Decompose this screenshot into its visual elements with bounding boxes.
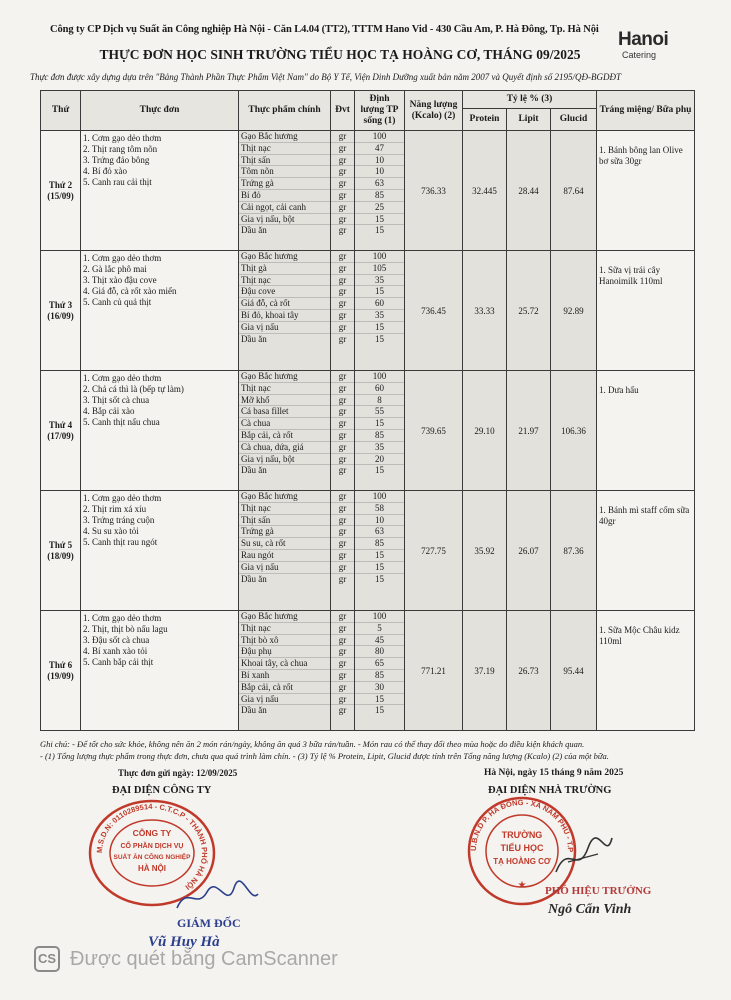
ingredient-name: Thịt gà [239,263,330,275]
ingredient-name: Bắp cải, cà rốt [239,430,330,442]
ingredient-unit: gr [331,286,354,298]
energy-value: 736.33 [405,131,463,251]
col-header-unit: Đvt [331,91,355,131]
company-seal-line-2: CỔ PHẦN DỊCH VỤ [120,843,184,850]
company-seal-ring-text: M.S.D.N: 0110289514 - C.T.C.P - THÀNH PHỐ HÀ NỘI [94,801,210,892]
vice-principal-signature-icon [548,832,618,880]
ingredient-qty: 63 [355,178,404,190]
dish-item: 5. Canh bắp cải thịt [83,657,154,668]
ingredient-qty: 10 [355,515,404,527]
ingredient-name: Đậu phụ [239,646,330,658]
day-row [41,251,695,371]
ingredient-unit: gr [331,143,354,155]
col-header-ingredient: Thực phẩm chính [239,91,331,131]
day-label: Thứ 3 [48,299,73,310]
ingredient-qty: 15 [375,705,384,716]
ingredient-unit: gr [331,202,354,214]
ingredient-name: Đậu cove [239,286,330,298]
ingredients-cell [239,131,331,251]
ingredients-cell [239,491,331,611]
unit-cell [331,611,355,731]
day-date: (16/09) [47,310,74,321]
ingredient-unit: gr [331,491,354,503]
col-header-glucid: Glucid [551,109,597,131]
school-representative: ĐẠI DIỆN NHÀ TRƯỜNG [488,785,612,796]
ingredient-qty: 105 [355,263,404,275]
ingredient-qty: 15 [375,225,384,236]
ingredient-qty: 35 [355,442,404,454]
energy-value: 736.45 [405,251,463,371]
unit-cell [331,131,355,251]
ingredient-name: Cà chua, dứa, giá [239,442,330,454]
ingredient-qty: 8 [355,395,404,407]
ingredient-name: Gạo Bắc hương [239,131,330,143]
ingredient-list [239,611,330,717]
lipit-value: 26.73 [507,611,551,731]
ingredient-name: Su su, cà rốt [239,538,330,550]
ingredient-unit: gr [338,465,347,476]
ingredient-qty: 15 [355,694,404,706]
ingredient-unit: gr [331,406,354,418]
ingredient-name: Thịt nạc [239,503,330,515]
ingredient-unit: gr [338,225,347,236]
ingredient-qty: 10 [355,155,404,167]
ingredient-unit: gr [331,682,354,694]
ingredient-unit: gr [331,694,354,706]
lipit-value: 28.44 [507,131,551,251]
ingredient-name: Bắp cải, cà rốt [239,682,330,694]
ingredient-qty: 85 [355,190,404,202]
ingredient-name: Mỡ khổ [239,395,330,407]
dish-item: 1. Cơm gạo dẻo thơm [83,613,162,623]
ingredient-unit: gr [331,383,354,395]
ingredient-qty: 47 [355,143,404,155]
protein-value: 32.445 [463,131,507,251]
day-label: Thứ 4 [48,419,73,430]
unit-list [331,611,354,717]
school-seal-line-2: TIỂU HỌC [500,843,544,853]
ingredient-unit: gr [331,623,354,635]
qty-cell [355,491,405,611]
unit-list [331,131,354,237]
ingredient-qty: 20 [355,454,404,466]
ingredient-unit: gr [331,550,354,562]
logo-brand: Hanoi [618,29,669,50]
ingredient-qty: 60 [355,383,404,395]
ingredient-qty: 85 [355,670,404,682]
glucid-value: 95.44 [551,611,597,731]
dish-item: 1. Cơm gạo dẻo thơm [83,133,162,143]
director-signature-icon [172,880,262,916]
ingredient-qty: 55 [355,406,404,418]
ingredient-qty: 60 [355,298,404,310]
ingredient-name: Thịt sấn [239,155,330,167]
ingredient-name: Gạo Bắc hương [239,371,330,383]
ingredient-name: Thịt nạc [239,275,330,287]
dish-item: 4. Bí xanh xào tỏi [83,646,148,657]
ingredient-qty: 15 [355,418,404,430]
ingredients-cell [239,611,331,731]
ingredient-name: Tôm nõn [239,166,330,178]
unit-list [331,371,354,477]
ingredient-unit: gr [331,155,354,167]
camscanner-logo-icon: CS [34,946,60,972]
ingredient-qty: 15 [355,286,404,298]
ingredient-unit: gr [331,298,354,310]
ingredient-name: Giá đỗ, cà rốt [239,298,330,310]
ingredient-list [239,131,330,237]
qty-list [355,371,404,477]
glucid-value: 106.36 [551,371,597,491]
director-name: Vũ Huy Hà [148,934,220,950]
ingredient-unit: gr [331,263,354,275]
ingredient-unit: gr [331,430,354,442]
ingredient-qty: 15 [355,562,404,574]
dishes-cell [81,371,239,491]
ingredient-qty: 15 [375,465,384,476]
ingredient-qty: 25 [355,202,404,214]
ingredient-qty: 80 [355,646,404,658]
col-header-snack: Tráng miệng/ Bữa phụ [597,91,695,131]
ingredient-unit: gr [331,395,354,407]
dish-item: 1. Cơm gạo dẻo thơm [83,493,162,503]
ingredient-name: Thịt nạc [239,383,330,395]
camscanner-watermark [34,946,454,974]
ingredient-unit: gr [338,705,347,716]
ingredient-name: Thịt nạc [239,143,330,155]
dish-item: 4. Su su xào tỏi [83,526,139,537]
company-seal-line-3: SUẤT ĂN CÔNG NGHIỆP [113,854,191,861]
ingredient-unit: gr [331,515,354,527]
day-row [41,131,695,251]
dish-item: 5. Canh thịt rau ngót [83,537,158,548]
ingredient-unit: gr [331,646,354,658]
ingredient-name: Dầu ăn [241,465,267,476]
qty-list [355,131,404,237]
ingredient-list [239,371,330,477]
qty-cell [355,131,405,251]
col-header-energy: Năng lượng (Kcalo) (2) [405,91,463,131]
company-seal-line-1: CÔNG TY [132,828,172,838]
company-seal-line-4: HÀ NỘI [138,864,166,873]
glucid-value: 87.36 [551,491,597,611]
ingredient-name: Thịt sấn [239,515,330,527]
snack-cell: 1. Dưa hấu [597,371,695,491]
logo-sub: Catering [622,50,657,60]
protein-value: 29.10 [463,371,507,491]
dish-item: 5. Canh rau cải thịt [83,177,152,188]
unit-list [331,251,354,345]
ingredient-qty: 15 [375,573,384,584]
day-label: Thứ 6 [48,659,73,670]
ingredient-name: Gạo Bắc hương [239,491,330,503]
glucid-value: 92.89 [551,251,597,371]
ingredient-qty: 85 [355,538,404,550]
ingredient-unit: gr [331,166,354,178]
col-header-protein: Protein [463,109,507,131]
ingredient-name: Gia vị nấu [239,694,330,706]
qty-cell [355,371,405,491]
ingredient-name: Dầu ăn [241,225,267,236]
day-date: (17/09) [47,430,74,441]
day-row [41,371,695,491]
day-date: (18/09) [47,550,74,561]
ingredient-qty: 65 [355,658,404,670]
dishes-cell [81,131,239,251]
day-date: (19/09) [47,670,74,681]
ingredient-qty: 30 [355,682,404,694]
dish-item: 3. Thịt xào đậu cove [83,275,157,286]
ingredient-name: Cá basa fillet [239,406,330,418]
ingredient-unit: gr [331,214,354,226]
ingredient-name: Dầu ăn [241,705,267,716]
qty-list [355,491,404,585]
ingredient-qty: 15 [355,322,404,334]
ingredient-name: Gia vị nấu [239,562,330,574]
ingredient-name: Khoai tây, cà chua [239,658,330,670]
ingredient-qty: 35 [355,275,404,287]
ingredient-name: Gạo Bắc hương [239,251,330,263]
dish-item: 1. Cơm gạo dẻo thơm [83,373,162,383]
page-title: THỰC ĐƠN HỌC SINH TRƯỜNG TIỂU HỌC TẠ HOÀNG CƠ, THÁNG 09/2025 [99,47,581,62]
ingredient-name: Thịt bò xô [239,635,330,647]
ingredient-unit: gr [331,658,354,670]
energy-value: 727.75 [405,491,463,611]
energy-value: 771.21 [405,611,463,731]
note-line-2: - (1) Tổng lượng thực phẩm trong thực đơn, chưa qua quá trình làm chín. - (3) Tỷ lệ % Protein, Lipit, Glucid được tính trên Tổng năng lượng (Kcalo) (2) của một bữa. [40,751,609,761]
ingredient-unit: gr [331,670,354,682]
day-row [41,491,695,611]
dish-item: 1. Cơm gạo dẻo thơm [83,253,162,263]
unit-list [331,491,354,585]
dish-item: 4. Bắp cải xào [83,406,135,417]
company-representative: ĐẠI DIỆN CÔNG TY [112,785,212,796]
day-cell [41,611,81,731]
ingredient-qty: 15 [355,214,404,226]
ingredient-qty: 15 [355,550,404,562]
dish-item: 4. Giá đỗ, cà rốt xào miến [83,286,177,297]
glucid-value: 87.64 [551,131,597,251]
dish-item: 3. Đậu sốt cà chua [83,635,150,646]
ingredient-qty: 85 [355,430,404,442]
ingredient-qty: 100 [355,371,404,383]
ingredient-name: Bí xanh [239,670,330,682]
ingredient-name: Trứng gà [239,526,330,538]
svg-text:★: ★ [517,880,527,891]
ingredient-unit: gr [331,526,354,538]
ingredient-name: Cà chua [239,418,330,430]
day-row [41,611,695,731]
unit-cell [331,371,355,491]
unit-cell [331,491,355,611]
ingredient-unit: gr [331,442,354,454]
qty-list [355,251,404,345]
ingredient-unit: gr [331,635,354,647]
ingredient-name: Dầu ăn [241,573,267,584]
lipit-value: 25.72 [507,251,551,371]
ingredient-unit: gr [331,418,354,430]
col-header-day: Thứ [41,91,81,131]
day-cell [41,371,81,491]
dish-item: 3. Trứng đảo bông [83,155,150,166]
ingredient-name: Gia vị nấu, bột [239,214,330,226]
director-role: GIÁM ĐỐC [177,916,241,930]
dish-item: 2. Chả cá thì là (bếp tự làm) [83,384,184,395]
ingredient-list [239,491,330,585]
menu-body [41,131,695,731]
place-date: Hà Nội, ngày 15 tháng 9 năm 2025 [484,768,624,778]
ingredient-qty: 58 [355,503,404,515]
ingredient-unit: gr [331,310,354,322]
ingredient-name: Bí đỏ, khoai tây [239,310,330,322]
ingredient-unit: gr [331,131,354,143]
ingredient-unit: gr [331,275,354,287]
day-label: Thứ 5 [48,539,73,550]
dish-item: 5. Canh thịt nấu chua [83,417,160,428]
school-seal-line-1: TRƯỜNG [501,830,543,840]
dish-item: 2. Thịt rang tôm nõn [83,144,158,155]
ingredient-unit: gr [338,573,347,584]
school-seal-ring-text: U.B.N.D P. HÀ ĐÔNG - XÃ NAM PHỦ - T.P [468,797,576,853]
school-seal-line-3: TẠ HOÀNG CƠ [493,857,551,866]
day-cell [41,131,81,251]
snack-cell: 1. Bánh mì staff cốm sữa 40gr [597,491,695,611]
ingredient-name: Dầu ăn [241,333,267,344]
company-header: Công ty CP Dịch vụ Suất ăn Công nghiệp Hà Nội - Căn L4.04 (TT2), TTTM Hano Vid - 430 Cầu Am, P. Hà Đông, Tp. Hà Nội [50,24,599,35]
ingredient-name: Gạo Bắc hương [239,611,330,623]
unit-cell [331,251,355,371]
ingredient-qty: 63 [355,526,404,538]
vice-principal-name: Ngô Cẩn Vinh [548,902,632,917]
hanoi-catering-logo [618,30,698,66]
vice-principal-role: PHÓ HIỆU TRƯỞNG [545,885,652,897]
dish-item: 4. Bí đỏ xào [83,166,127,177]
ingredient-unit: gr [331,562,354,574]
ingredient-unit: gr [331,190,354,202]
ingredient-unit: gr [331,454,354,466]
ingredient-qty: 35 [355,310,404,322]
dish-item: 5. Canh củ quả thịt [83,297,152,308]
ingredient-name: Gia vị nấu [239,322,330,334]
dish-item: 2. Gà lắc phô mai [83,264,147,275]
dish-item: 3. Trứng tráng cuộn [83,515,155,526]
snack-cell: 1. Sữa Mộc Châu kidz 110ml [597,611,695,731]
ingredient-name: Gia vị nấu, bột [239,454,330,466]
energy-value: 739.65 [405,371,463,491]
ingredient-unit: gr [331,538,354,550]
ingredient-unit: gr [331,251,354,263]
dishes-cell [81,611,239,731]
snack-cell: 1. Bánh bông lan Olive bơ sữa 30gr [597,131,695,251]
ingredient-qty: 10 [355,166,404,178]
ingredient-unit: gr [331,503,354,515]
dish-item: 2. Thịt, thịt bò nấu lagu [83,624,168,635]
dishes-cell [81,491,239,611]
col-header-ratio: Tỷ lệ % (3) [463,91,597,109]
ingredient-qty: 100 [355,611,404,623]
ingredient-unit: gr [331,611,354,623]
ingredient-name: Rau ngót [239,550,330,562]
ingredients-cell [239,371,331,491]
dishes-cell [81,251,239,371]
col-header-lipit: Lipit [507,109,551,131]
protein-value: 37.19 [463,611,507,731]
ingredient-name: Thịt nạc [239,623,330,635]
ingredient-qty: 45 [355,635,404,647]
dish-item: 2. Thịt rim xá xíu [83,504,147,515]
col-header-menu: Thực đơn [81,91,239,131]
protein-value: 35.92 [463,491,507,611]
sent-date: Thực đơn gửi ngày: 12/09/2025 [118,768,238,778]
ingredient-qty: 100 [355,131,404,143]
ingredient-list [239,251,330,345]
ingredient-unit: gr [338,333,347,344]
ingredient-unit: gr [331,322,354,334]
qty-cell [355,611,405,731]
col-header-qty: Định lượng TP sống (1) [355,91,405,131]
day-label: Thứ 2 [48,179,73,190]
ingredient-qty: 100 [355,491,404,503]
ingredient-qty: 15 [375,333,384,344]
ingredient-name: Cải ngọt, cải canh [239,202,330,214]
ingredient-unit: gr [331,178,354,190]
ingredient-unit: gr [331,371,354,383]
ingredient-qty: 100 [355,251,404,263]
day-cell [41,251,81,371]
dish-item: 3. Thịt sốt cà chua [83,395,150,406]
camscanner-text: Được quét bằng CamScanner [70,947,338,970]
qty-list [355,611,404,717]
note-line-1: Ghi chú: - Để tốt cho sức khỏe, không nên ăn 2 món rán/ngày, không ăn quá 3 bữa rán/tuần. - Món rau có thể thay đổi theo mùa hoặc do điều kiện khách quan. [40,739,585,749]
ingredients-cell [239,251,331,371]
menu-table [40,90,695,731]
snack-cell: 1. Sữa vị trái cây Hanoimilk 110ml [597,251,695,371]
lipit-value: 26.07 [507,491,551,611]
ingredient-name: Bí đỏ [239,190,330,202]
qty-cell [355,251,405,371]
day-cell [41,491,81,611]
day-date: (15/09) [47,190,74,201]
protein-value: 33.33 [463,251,507,371]
ingredient-name: Trứng gà [239,178,330,190]
lipit-value: 21.97 [507,371,551,491]
page-subtitle: Thực đơn được xây dựng dựa trên "Bảng Thành Phần Thực Phẩm Việt Nam" do Bộ Y Tế, Viện Dinh Dưỡng xuất bản năm 2007 và Quyết định số 2195/QĐ-BGDĐT [30,72,622,82]
ingredient-qty: 5 [355,623,404,635]
